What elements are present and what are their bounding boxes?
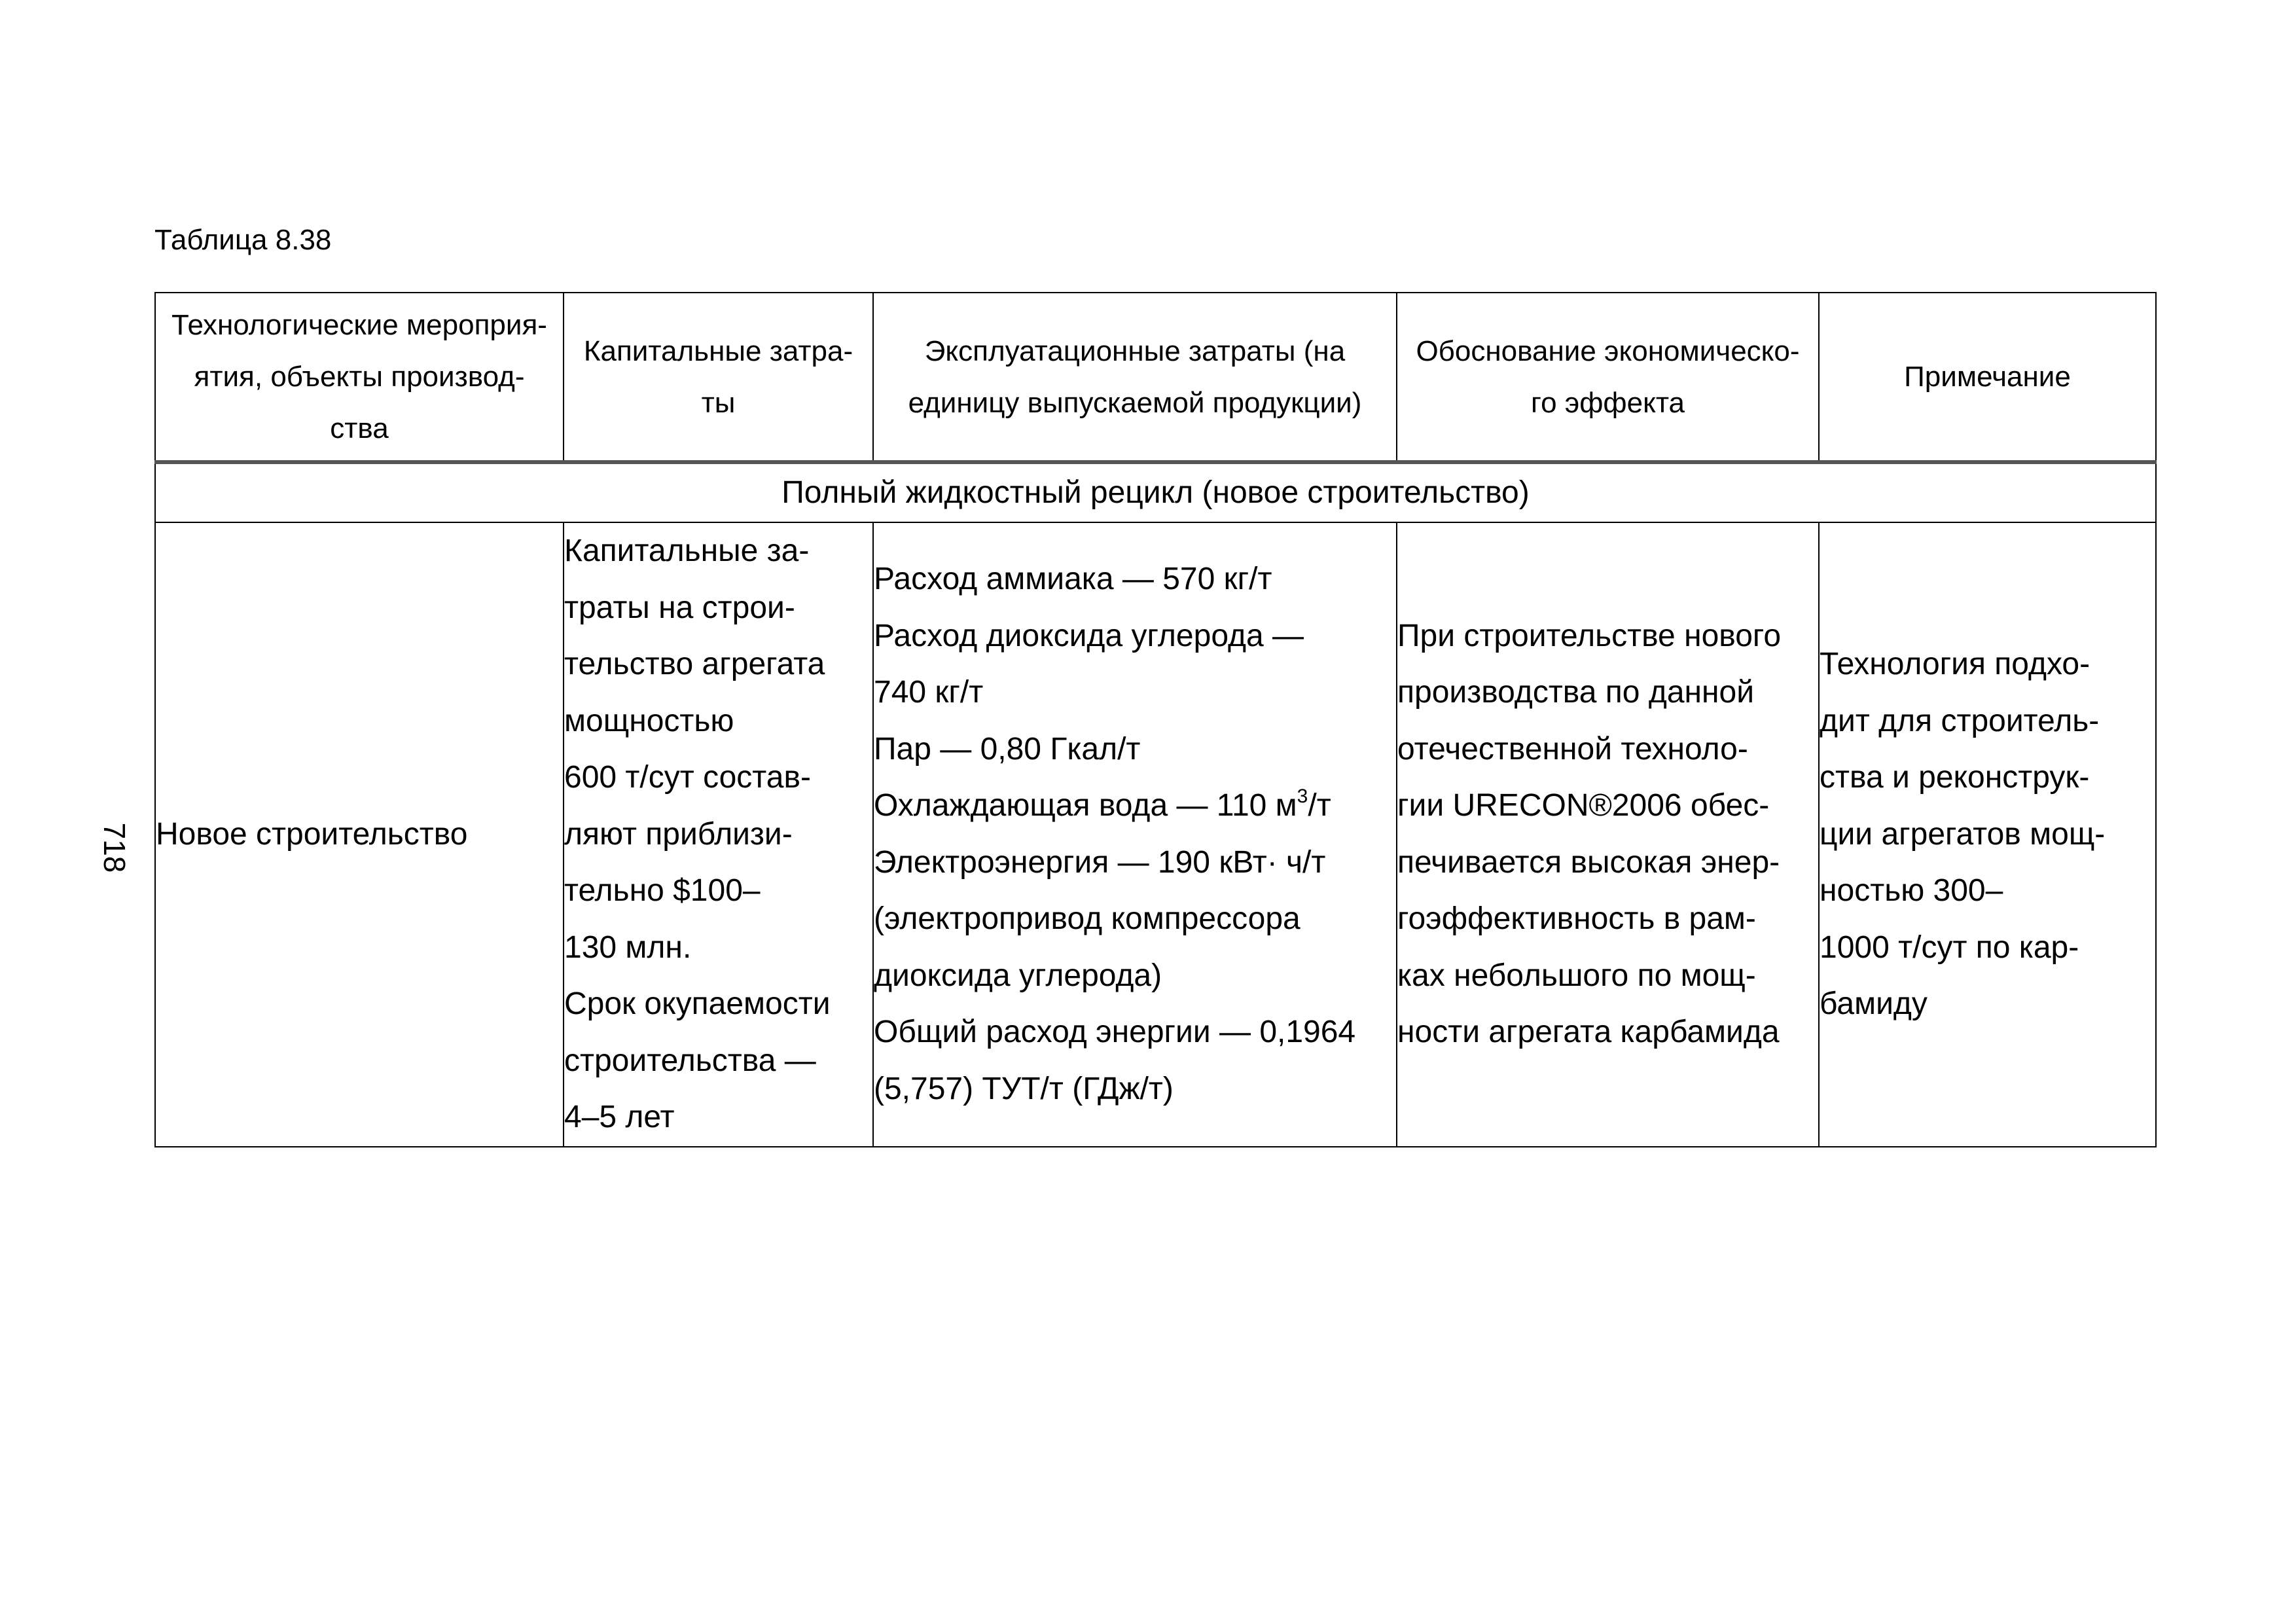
cell-line: строительства — <box>564 1043 816 1078</box>
header-line: Технологические мероприя- <box>171 309 547 341</box>
header-operating-costs <box>873 293 1397 462</box>
cell-line: ностью 300– <box>1820 873 2003 908</box>
cooling-water-consumption <box>874 778 1396 835</box>
header-line: ятия, объекты производ- <box>194 361 525 393</box>
header-note <box>1819 293 2156 462</box>
cell-line: траты на строи- <box>564 590 795 625</box>
page-number: 718 <box>98 822 132 873</box>
cell-line: ках небольшого по мощ- <box>1397 958 1756 993</box>
header-justification <box>1397 293 1819 462</box>
cell-line: Капитальные за- <box>564 533 810 568</box>
total-energy-consumption: Общий расход энергии — 0,1964 <box>874 1015 1356 1050</box>
cell-line: ляют приблизи- <box>564 816 793 852</box>
section-title: Полный жидкостный рецикл (новое строительство) <box>155 462 2156 522</box>
cell-note <box>1819 522 2156 1147</box>
cell-line: Технология подхо- <box>1820 647 2090 681</box>
cell-line: ства и реконструк- <box>1820 760 2090 795</box>
header-line: ты <box>701 386 736 419</box>
cooling-water-text: Охлаждающая вода — 110 м <box>874 788 1297 823</box>
data-table <box>154 292 2157 1147</box>
cell-capital-costs <box>564 522 873 1147</box>
cell-justification <box>1397 522 1819 1147</box>
co2-consumption: Расход диоксида углерода — <box>874 618 1304 653</box>
ammonia-consumption: Расход аммиака — 570 кг/т <box>874 562 1272 597</box>
cell-line: Срок окупаемости <box>564 986 831 1021</box>
cell-line: тельство агрегата <box>564 647 825 681</box>
cell-line: производства по данной <box>1397 675 1755 710</box>
table-caption: Таблица 8.38 <box>154 224 332 256</box>
cell-measure: Новое строительство <box>155 522 564 1147</box>
compressor-drive-note-cont: диоксида углерода) <box>874 958 1162 993</box>
cell-line: 130 млн. <box>564 929 692 965</box>
cell-line: печивается высокая энер- <box>1397 844 1780 880</box>
table-header-row <box>155 293 2156 462</box>
electricity-consumption: Электроэнергия — 190 кВт· ч/т <box>874 844 1326 880</box>
header-line: ства <box>330 412 389 444</box>
cell-line: ности агрегата карбамида <box>1397 1015 1780 1050</box>
header-line: го эффекта <box>1531 386 1685 419</box>
header-line: Примечание <box>1904 361 2071 393</box>
superscript-three: 3 <box>1297 785 1308 808</box>
cell-line: гоэффективность в рам- <box>1397 901 1756 937</box>
header-measures <box>155 293 564 462</box>
total-energy-consumption-cont: (5,757) ТУТ/т (ГДж/т) <box>874 1071 1174 1106</box>
cell-line: бамиду <box>1820 986 1928 1021</box>
cooling-water-unit: /т <box>1308 788 1331 823</box>
cell-line: тельно $100– <box>564 873 761 908</box>
cell-line: 4–5 лет <box>564 1100 675 1134</box>
cell-line: 600 т/сут состав- <box>564 760 811 795</box>
header-capital-costs <box>564 293 873 462</box>
header-line: Эксплуатационные затраты (на <box>924 334 1346 367</box>
cell-line: 1000 т/сут по кар- <box>1820 929 2079 965</box>
header-line: Обоснование экономическо- <box>1416 334 1800 367</box>
cell-line: отечественной техноло- <box>1397 731 1748 767</box>
header-line: Капитальные затра- <box>583 334 853 367</box>
cell-operating-costs <box>873 522 1397 1147</box>
cell-line: дит для строитель- <box>1820 703 2100 738</box>
cell-line: гии URECON®2006 обес- <box>1397 788 1770 823</box>
cell-line: мощностью <box>564 703 734 738</box>
section-row <box>155 462 2156 522</box>
cell-line: ции агрегатов мощ- <box>1820 816 2106 852</box>
co2-consumption-value: 740 кг/т <box>874 675 984 710</box>
steam-consumption: Пар — 0,80 Гкал/т <box>874 731 1141 767</box>
table-row <box>155 522 2156 1147</box>
cell-line: При строительстве нового <box>1397 618 1782 653</box>
compressor-drive-note: (электропривод компрессора <box>874 901 1300 937</box>
header-line: единицу выпускаемой продукции) <box>908 386 1362 419</box>
